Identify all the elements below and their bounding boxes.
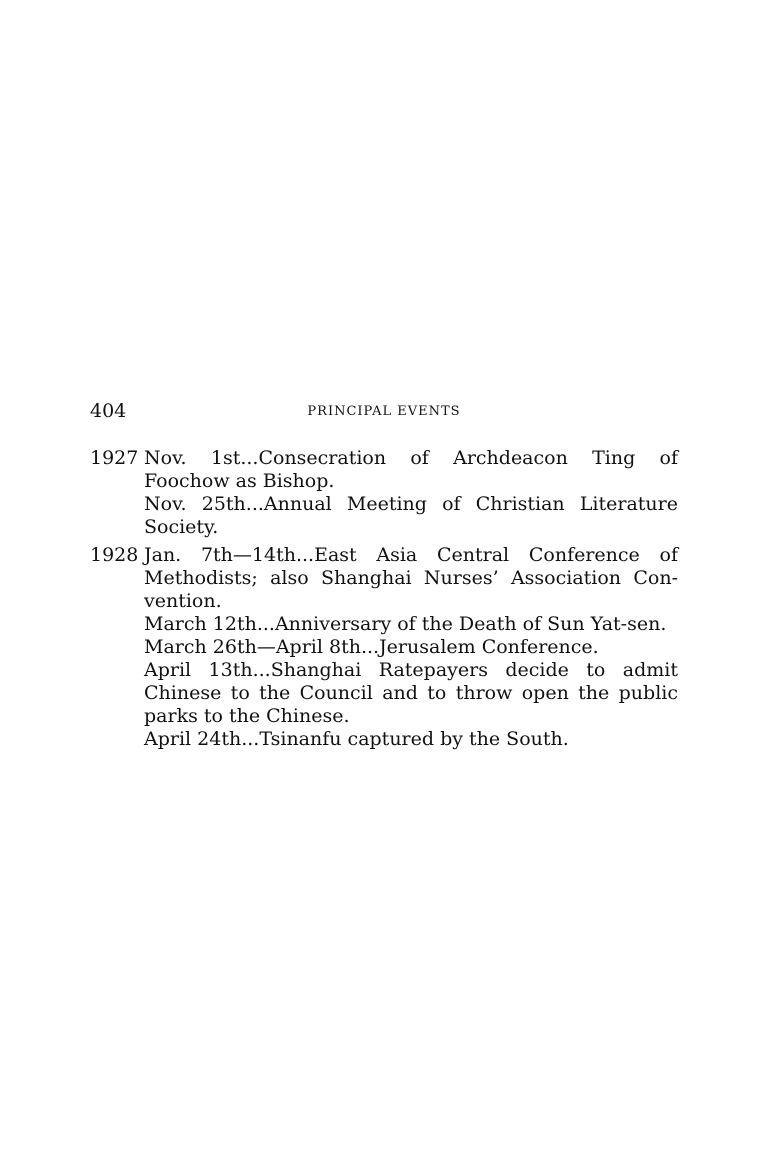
running-title: PRINCIPAL EVENTS: [307, 404, 461, 419]
event-entry: April 13th...Shanghai Ratepayers decide to admit Chinese to the Council and to throw open the public parks to the Chinese.: [144, 659, 678, 727]
event-entry: March 12th...Anniversary of the Death of Sun Yat-sen.: [144, 613, 667, 635]
page-number: 404: [90, 400, 127, 422]
event-entry: Nov. 1st...Consecration of Archdeacon Ting of Foochow as Bishop.: [144, 447, 678, 492]
event-entry: Nov. 25th...Annual Meeting of Christian Literature Society.: [144, 493, 678, 538]
event-entry: April 24th...Tsinanfu captured by the South.: [144, 728, 569, 750]
event-entry: Jan. 7th—14th...East Asia Central Conference of Methodists; also Shanghai Nurses’ Association Convention.: [144, 544, 678, 612]
year-block-1927: [90, 447, 678, 539]
year-block-1928: [90, 544, 678, 751]
running-head: [90, 398, 678, 424]
event-entry: March 26th—April 8th...Jerusalem Conference.: [144, 636, 599, 658]
year-label: 1927: [90, 447, 139, 469]
year-label: 1928: [90, 544, 139, 566]
events-list: [90, 447, 678, 751]
